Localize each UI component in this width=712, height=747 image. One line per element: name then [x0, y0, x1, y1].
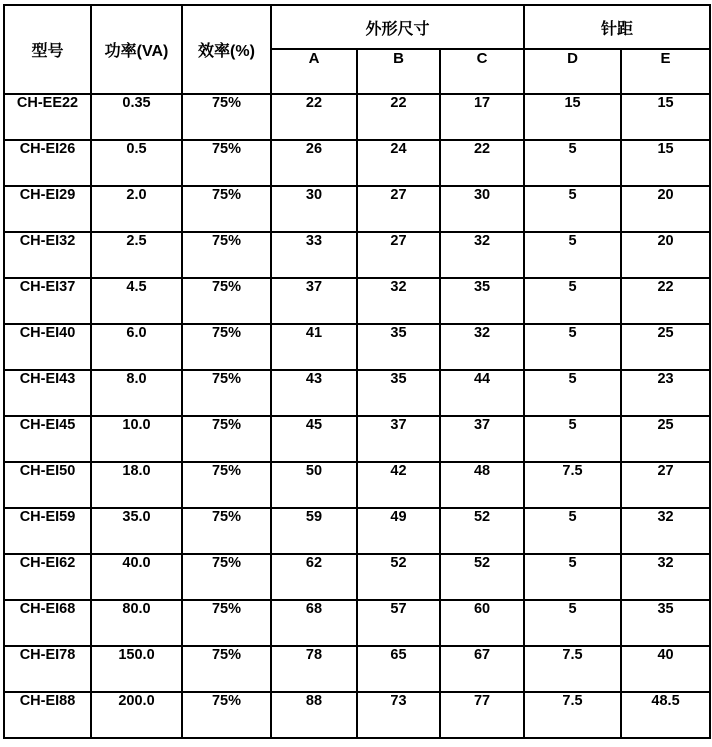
cell-a: 59	[271, 508, 357, 554]
cell-a: 88	[271, 692, 357, 738]
table-row	[4, 554, 710, 600]
table-row	[4, 416, 710, 462]
cell-model: CH-EI40	[4, 324, 91, 370]
cell-b: 57	[357, 600, 440, 646]
cell-efficiency: 75%	[182, 140, 271, 186]
cell-efficiency: 75%	[182, 554, 271, 600]
cell-power: 4.5	[91, 278, 182, 324]
cell-c: 32	[440, 324, 524, 370]
cell-c: 44	[440, 370, 524, 416]
cell-power: 6.0	[91, 324, 182, 370]
column-header-b: B	[357, 49, 440, 94]
cell-efficiency: 75%	[182, 508, 271, 554]
cell-a: 26	[271, 140, 357, 186]
header-group-row	[4, 5, 710, 49]
cell-efficiency: 75%	[182, 462, 271, 508]
cell-b: 52	[357, 554, 440, 600]
cell-power: 35.0	[91, 508, 182, 554]
cell-b: 35	[357, 370, 440, 416]
cell-efficiency: 75%	[182, 278, 271, 324]
cell-d: 7.5	[524, 646, 621, 692]
cell-c: 60	[440, 600, 524, 646]
cell-e: 25	[621, 416, 710, 462]
cell-power: 0.35	[91, 94, 182, 140]
table-row	[4, 186, 710, 232]
cell-efficiency: 75%	[182, 600, 271, 646]
table-header	[4, 5, 710, 94]
cell-power: 80.0	[91, 600, 182, 646]
cell-e: 15	[621, 140, 710, 186]
table-body	[4, 94, 710, 738]
column-header-e: E	[621, 49, 710, 94]
cell-a: 41	[271, 324, 357, 370]
cell-a: 68	[271, 600, 357, 646]
cell-c: 35	[440, 278, 524, 324]
cell-c: 30	[440, 186, 524, 232]
cell-d: 5	[524, 554, 621, 600]
cell-power: 200.0	[91, 692, 182, 738]
cell-d: 5	[524, 416, 621, 462]
cell-e: 48.5	[621, 692, 710, 738]
cell-e: 25	[621, 324, 710, 370]
cell-model: CH-EI78	[4, 646, 91, 692]
cell-b: 49	[357, 508, 440, 554]
cell-d: 5	[524, 186, 621, 232]
cell-e: 22	[621, 278, 710, 324]
cell-power: 150.0	[91, 646, 182, 692]
table-row	[4, 692, 710, 738]
cell-efficiency: 75%	[182, 370, 271, 416]
cell-d: 5	[524, 370, 621, 416]
cell-efficiency: 75%	[182, 646, 271, 692]
cell-b: 73	[357, 692, 440, 738]
cell-b: 42	[357, 462, 440, 508]
cell-d: 5	[524, 278, 621, 324]
cell-model: CH-EI88	[4, 692, 91, 738]
cell-power: 0.5	[91, 140, 182, 186]
cell-b: 35	[357, 324, 440, 370]
column-header-c: C	[440, 49, 524, 94]
cell-d: 7.5	[524, 692, 621, 738]
cell-b: 65	[357, 646, 440, 692]
cell-power: 2.5	[91, 232, 182, 278]
table-row	[4, 600, 710, 646]
column-header-a: A	[271, 49, 357, 94]
cell-model: CH-EI43	[4, 370, 91, 416]
table-row	[4, 508, 710, 554]
cell-efficiency: 75%	[182, 232, 271, 278]
column-header-efficiency: 效率(%)	[182, 5, 271, 94]
column-header-power: 功率(VA)	[91, 5, 182, 94]
cell-b: 27	[357, 232, 440, 278]
cell-a: 30	[271, 186, 357, 232]
cell-efficiency: 75%	[182, 416, 271, 462]
column-group-outline-dimensions: 外形尺寸	[271, 5, 524, 49]
cell-efficiency: 75%	[182, 186, 271, 232]
cell-c: 17	[440, 94, 524, 140]
table-row	[4, 324, 710, 370]
cell-c: 77	[440, 692, 524, 738]
cell-a: 37	[271, 278, 357, 324]
cell-efficiency: 75%	[182, 94, 271, 140]
cell-model: CH-EI32	[4, 232, 91, 278]
cell-model: CH-EI45	[4, 416, 91, 462]
table-row	[4, 462, 710, 508]
cell-e: 20	[621, 232, 710, 278]
cell-d: 5	[524, 140, 621, 186]
cell-power: 10.0	[91, 416, 182, 462]
cell-d: 7.5	[524, 462, 621, 508]
cell-e: 15	[621, 94, 710, 140]
cell-model: CH-EE22	[4, 94, 91, 140]
cell-c: 52	[440, 554, 524, 600]
cell-efficiency: 75%	[182, 324, 271, 370]
cell-power: 8.0	[91, 370, 182, 416]
cell-d: 15	[524, 94, 621, 140]
cell-c: 52	[440, 508, 524, 554]
cell-e: 35	[621, 600, 710, 646]
cell-model: CH-EI59	[4, 508, 91, 554]
cell-a: 62	[271, 554, 357, 600]
table-row	[4, 370, 710, 416]
cell-a: 43	[271, 370, 357, 416]
cell-b: 27	[357, 186, 440, 232]
cell-model: CH-EI37	[4, 278, 91, 324]
column-group-pin-pitch: 针距	[524, 5, 710, 49]
table-row	[4, 140, 710, 186]
cell-efficiency: 75%	[182, 692, 271, 738]
cell-b: 32	[357, 278, 440, 324]
cell-model: CH-EI50	[4, 462, 91, 508]
cell-b: 22	[357, 94, 440, 140]
cell-c: 22	[440, 140, 524, 186]
table-row	[4, 94, 710, 140]
cell-b: 37	[357, 416, 440, 462]
cell-e: 32	[621, 508, 710, 554]
cell-power: 18.0	[91, 462, 182, 508]
table-row	[4, 232, 710, 278]
cell-a: 50	[271, 462, 357, 508]
cell-b: 24	[357, 140, 440, 186]
cell-d: 5	[524, 324, 621, 370]
cell-power: 2.0	[91, 186, 182, 232]
cell-e: 23	[621, 370, 710, 416]
transformer-spec-table	[3, 4, 711, 739]
cell-model: CH-EI62	[4, 554, 91, 600]
cell-model: CH-EI26	[4, 140, 91, 186]
cell-c: 32	[440, 232, 524, 278]
column-header-model: 型号	[4, 5, 91, 94]
cell-model: CH-EI29	[4, 186, 91, 232]
cell-d: 5	[524, 232, 621, 278]
cell-e: 20	[621, 186, 710, 232]
cell-power: 40.0	[91, 554, 182, 600]
cell-c: 48	[440, 462, 524, 508]
cell-e: 40	[621, 646, 710, 692]
cell-a: 22	[271, 94, 357, 140]
table-row	[4, 646, 710, 692]
cell-a: 78	[271, 646, 357, 692]
cell-d: 5	[524, 508, 621, 554]
cell-c: 67	[440, 646, 524, 692]
column-header-d: D	[524, 49, 621, 94]
cell-d: 5	[524, 600, 621, 646]
cell-a: 45	[271, 416, 357, 462]
table-row	[4, 278, 710, 324]
cell-e: 32	[621, 554, 710, 600]
cell-e: 27	[621, 462, 710, 508]
cell-c: 37	[440, 416, 524, 462]
cell-model: CH-EI68	[4, 600, 91, 646]
cell-a: 33	[271, 232, 357, 278]
